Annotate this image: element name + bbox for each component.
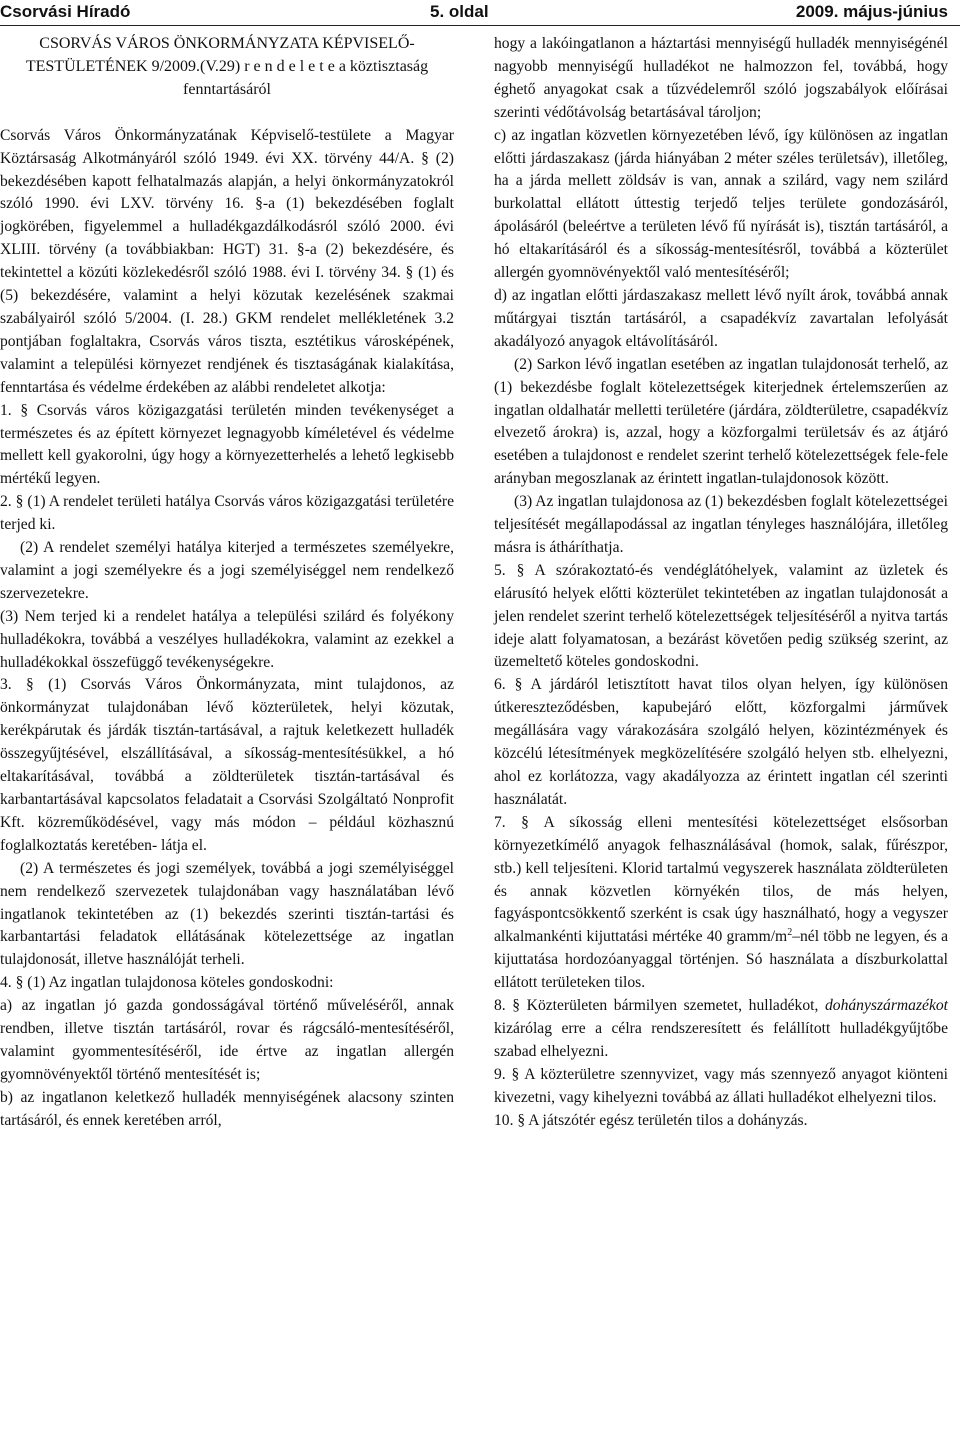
section-8-text-b: kizárólag erre a célra rendszeresített és felállított hulladékgyűjtőbe szabad elhelyezni. [494,1019,948,1060]
right-column [494,33,948,1133]
section-4-b-continued: hogy a lakóingatlanon a háztartási mennyiségű hulladék mennyiségénél nagyobb mennyiségű hulladékot ne halmozzon fel, továbbá, hogy éghető anyagokat csak a tűzvédelemről szóló jogszabályok előírásai szerinti védőtávolság betartásával tároljon; [494,35,948,121]
section-8 [494,995,948,1064]
section-7 [494,812,948,995]
section-4-1: 4. § (1) Az ingatlan tulajdonosa köteles gondoskodni: [0,974,334,992]
section-4-c: c) az ingatlan közvetlen környezetében lévő, így különösen az ingatlan előtti járdaszakasz (járda hiányában 2 méter széles területsáv), illetőleg, ha a járda mellett zöldsáv is van, annak a szilárd, vagy nem szilárd burkolattal ellátott úttestig terjedő teljes területe gondozásáról, ápolásáról (beleértve a területen lévő fű nyírását is), tisztán tartásáról, a hó eltakarításáról és a síkosság-mentesítésről, továbbá a közterület allergén gyomnövényektől való mentesítéséről; [494,126,948,282]
section-1: 1. § Csorvás város közigazgatási területén minden tevékenységet a természetes és az épített környezet legnagyobb kíméletével és védelme mellett kell gyakorolni, úgy hogy a környezetterhelés a lehető legkisebb mértékű legyen. [0,401,454,488]
left-column [0,33,454,1133]
publication-name: Csorvási Híradó [0,2,131,21]
section-10: 10. § A játszótér egész területén tilos a dohányzás. [494,1111,808,1129]
section-6: 6. § A járdáról letisztított havat tilos olyan helyen, így különösen útkereszteződésben, kapubejáró előtt, közforgalmi járművek megállására vagy várakozására szolgáló helyen, közintézmények és közcélú létesítmények megközelítésére szolgáló helyen stb. elhelyezni, ahol ez korlátozza, vagy akadályozza az érintett ingatlan cél szerinti használatát. [494,676,948,808]
section-2-1: 2. § (1) A rendelet területi hatálya Csorvás város közigazgatási területére terjed ki. [0,493,454,534]
section-8-text-a: 8. § Közterületen bármilyen szemetet, hulladékot, [494,997,825,1015]
superscript-2: 2 [787,927,793,939]
section-2-3: (3) Nem terjed ki a rendelet hatálya a települési szilárd és folyékony hulladékokra, továbbá a veszélyes hulladékokra, valamint az ezekkel a hulladékokkal összefüggő tevékenységekre. [0,607,454,671]
section-4-a: a) az ingatlan jó gazda gondosságával történő műveléséről, annak rendben, illetve tisztán tartásáról, rovar és rágcsáló-mentesítéséről, valamint gyommentesítéséről, ide értve az ingatlan allergén gyomnövényektől történő mentesítését is; [0,997,454,1083]
header-rule [0,25,960,26]
issue-date: 2009. május-június [795,2,948,21]
section-9: 9. § A közterületre szennyvizet, vagy más szennyező anyagot kiönteni kivezetni, vagy kihelyezni továbbá az állati hulladékot elhelyezni tilos. [494,1065,948,1106]
page-number: 5. oldal [430,2,489,21]
preamble: Csorvás Város Önkormányzatának Képviselő-testülete a Magyar Köztársaság Alkotmányáról szóló 1949. évi XX. törvény 44/A. § (2) bekezdésében kapott felhatalmazás alapján, a helyi önkormányzatokról szóló 1990. évi LXV. törvény 16. §-a (1) bekezdésében foglalt jogkörében, figyelemmel a hulladékgazdálkodásról szóló 2000. évi XLIII. törvény (a továbbiakban: HGT) 31. §-a (2) bekezdésére, és tekintettel a közúti közlekedésről szóló 1988. évi I. törvény 34. § (1) és (5) bekezdésére, valamint a helyi közutak kezelésének szakmai szabályairól szóló 5/2004. (I. 28.) GKM rendelet mellékletének 3.2 pontjában foglaltakra, Csorvás város tiszta, esztétikus városképének, valamint a települési környezet rendjének és tisztaságának kialakítása, fenntartása és védelme érdekében az alábbi rendeletet alkotja: [0,126,454,396]
section-4-2: (2) Sarkon lévő ingatlan esetében az ingatlan tulajdonosát terhelő, az (1) bekezdésbe foglalt kötelezettségek kiterjednek értelemszerűen az ingatlan oldalhatár melletti területére (járdára, zöldterületre, csapadékvíz elvezető árokra) is, azzal, hogy a közforgalmi területsáv és az átjáró esetében a tulajdonost e rendelet szerint terhelő kötelezettségek fele-fele arányban megoszlanak az érintett ingatlan-tulajdonosok között. [494,355,948,488]
section-4-d: d) az ingatlan előtti járdaszakasz mellett lévő nyílt árok, továbbá annak műtárgyai tisztán tartásáról, a csapadékvíz zavartalan lefolyását akadályozó anyagok eltávolításáról. [494,286,948,350]
running-header [0,0,960,24]
section-4-3: (3) Az ingatlan tulajdonosa az (1) bekezdésben foglalt kötelezettségei teljesítését megállapodással az ingatlan tényleges használójára, illetőleg másra is átháríthatja. [494,493,948,556]
section-7-text-b: –nél több ne legyen, és a kijuttatása hordozóanyaggal történjen. Só használata a díszburkolattal ellátott területeken tilos. [494,928,948,992]
decree-title: CSORVÁS VÁROS ÖNKORMÁNYZATA KÉPVISELŐ-TESTÜLETÉNEK 9/2009.(V.29) r e n d e l e t e a köztisztaság fenntartásáról [25,35,429,98]
section-7-text-a: 7. § A síkosság elleni mentesítési kötelezettséget elsősorban környezetkímélő anyagok felhasználásával (homok, salak, fűrészpor, stb.) kell teljesíteni. Klorid tartalmú vegyszerek használata zöldterületen és annak közvetlen környékén tilos, de más helyen, fagyáspontcsökkentő szerként is csak úgy használható, hogy a vegyszer alkalmankénti kijuttatási mértéke 40 gramm/m [494,813,948,946]
section-3-1: 3. § (1) Csorvás Város Önkormányzata, mint tulajdonos, az önkormányzat tulajdonában lévő közterületek, helyi közutak, kerékpárutak és járdák tisztán-tartásával, a rajtuk keletkezett hulladék összegyűjtésével, elszállításával, a síkosság-mentesítésükkel, a hó eltakarításával, továbbá a zöldterületek tisztán-tartásával és karbantartásával kapcsolatos feladatait a Csorvási Szolgáltató Nonprofit Kft. közreműködésével, vagy más módon – például közhasznú foglalkoztatás keretében- látja el. [0,676,454,854]
section-5: 5. § A szórakoztató-és vendéglátóhelyek, valamint az üzletek és elárusító helyek előtti közterület tekintetében az ingatlan tulajdonosát a jelen rendelet szerint terhelő kötelezettségek teljesítéséről a nyitva tartás ideje alatt folyamatosan, a bezárást követően pedig szükség szerint, az üzemeltető köteles gondoskodni. [494,561,948,671]
section-4-b: b) az ingatlanon keletkező hulladék mennyiségének alacsony szinten tartásáról, és ennek keretében arról, [0,1088,454,1129]
section-8-italic: dohányszármazékot [824,997,948,1015]
section-2-2: (2) A rendelet személyi hatálya kiterjed a természetes személyekre, valamint a jogi személyekre és a jogi személyiséggel nem rendelkező szervezetekre. [0,539,454,602]
section-3-2: (2) A természetes és jogi személyek, továbbá a jogi személyiséggel nem rendelkező szervezetek tulajdonában vagy használatában lévő ingatlanok tekintetében az (1) bekezdés szerinti tisztán-tartási és karbantartási feladatok ellátásának kötelezettsége az ingatlan tulajdonosát, illetve használóját terheli. [0,859,454,969]
